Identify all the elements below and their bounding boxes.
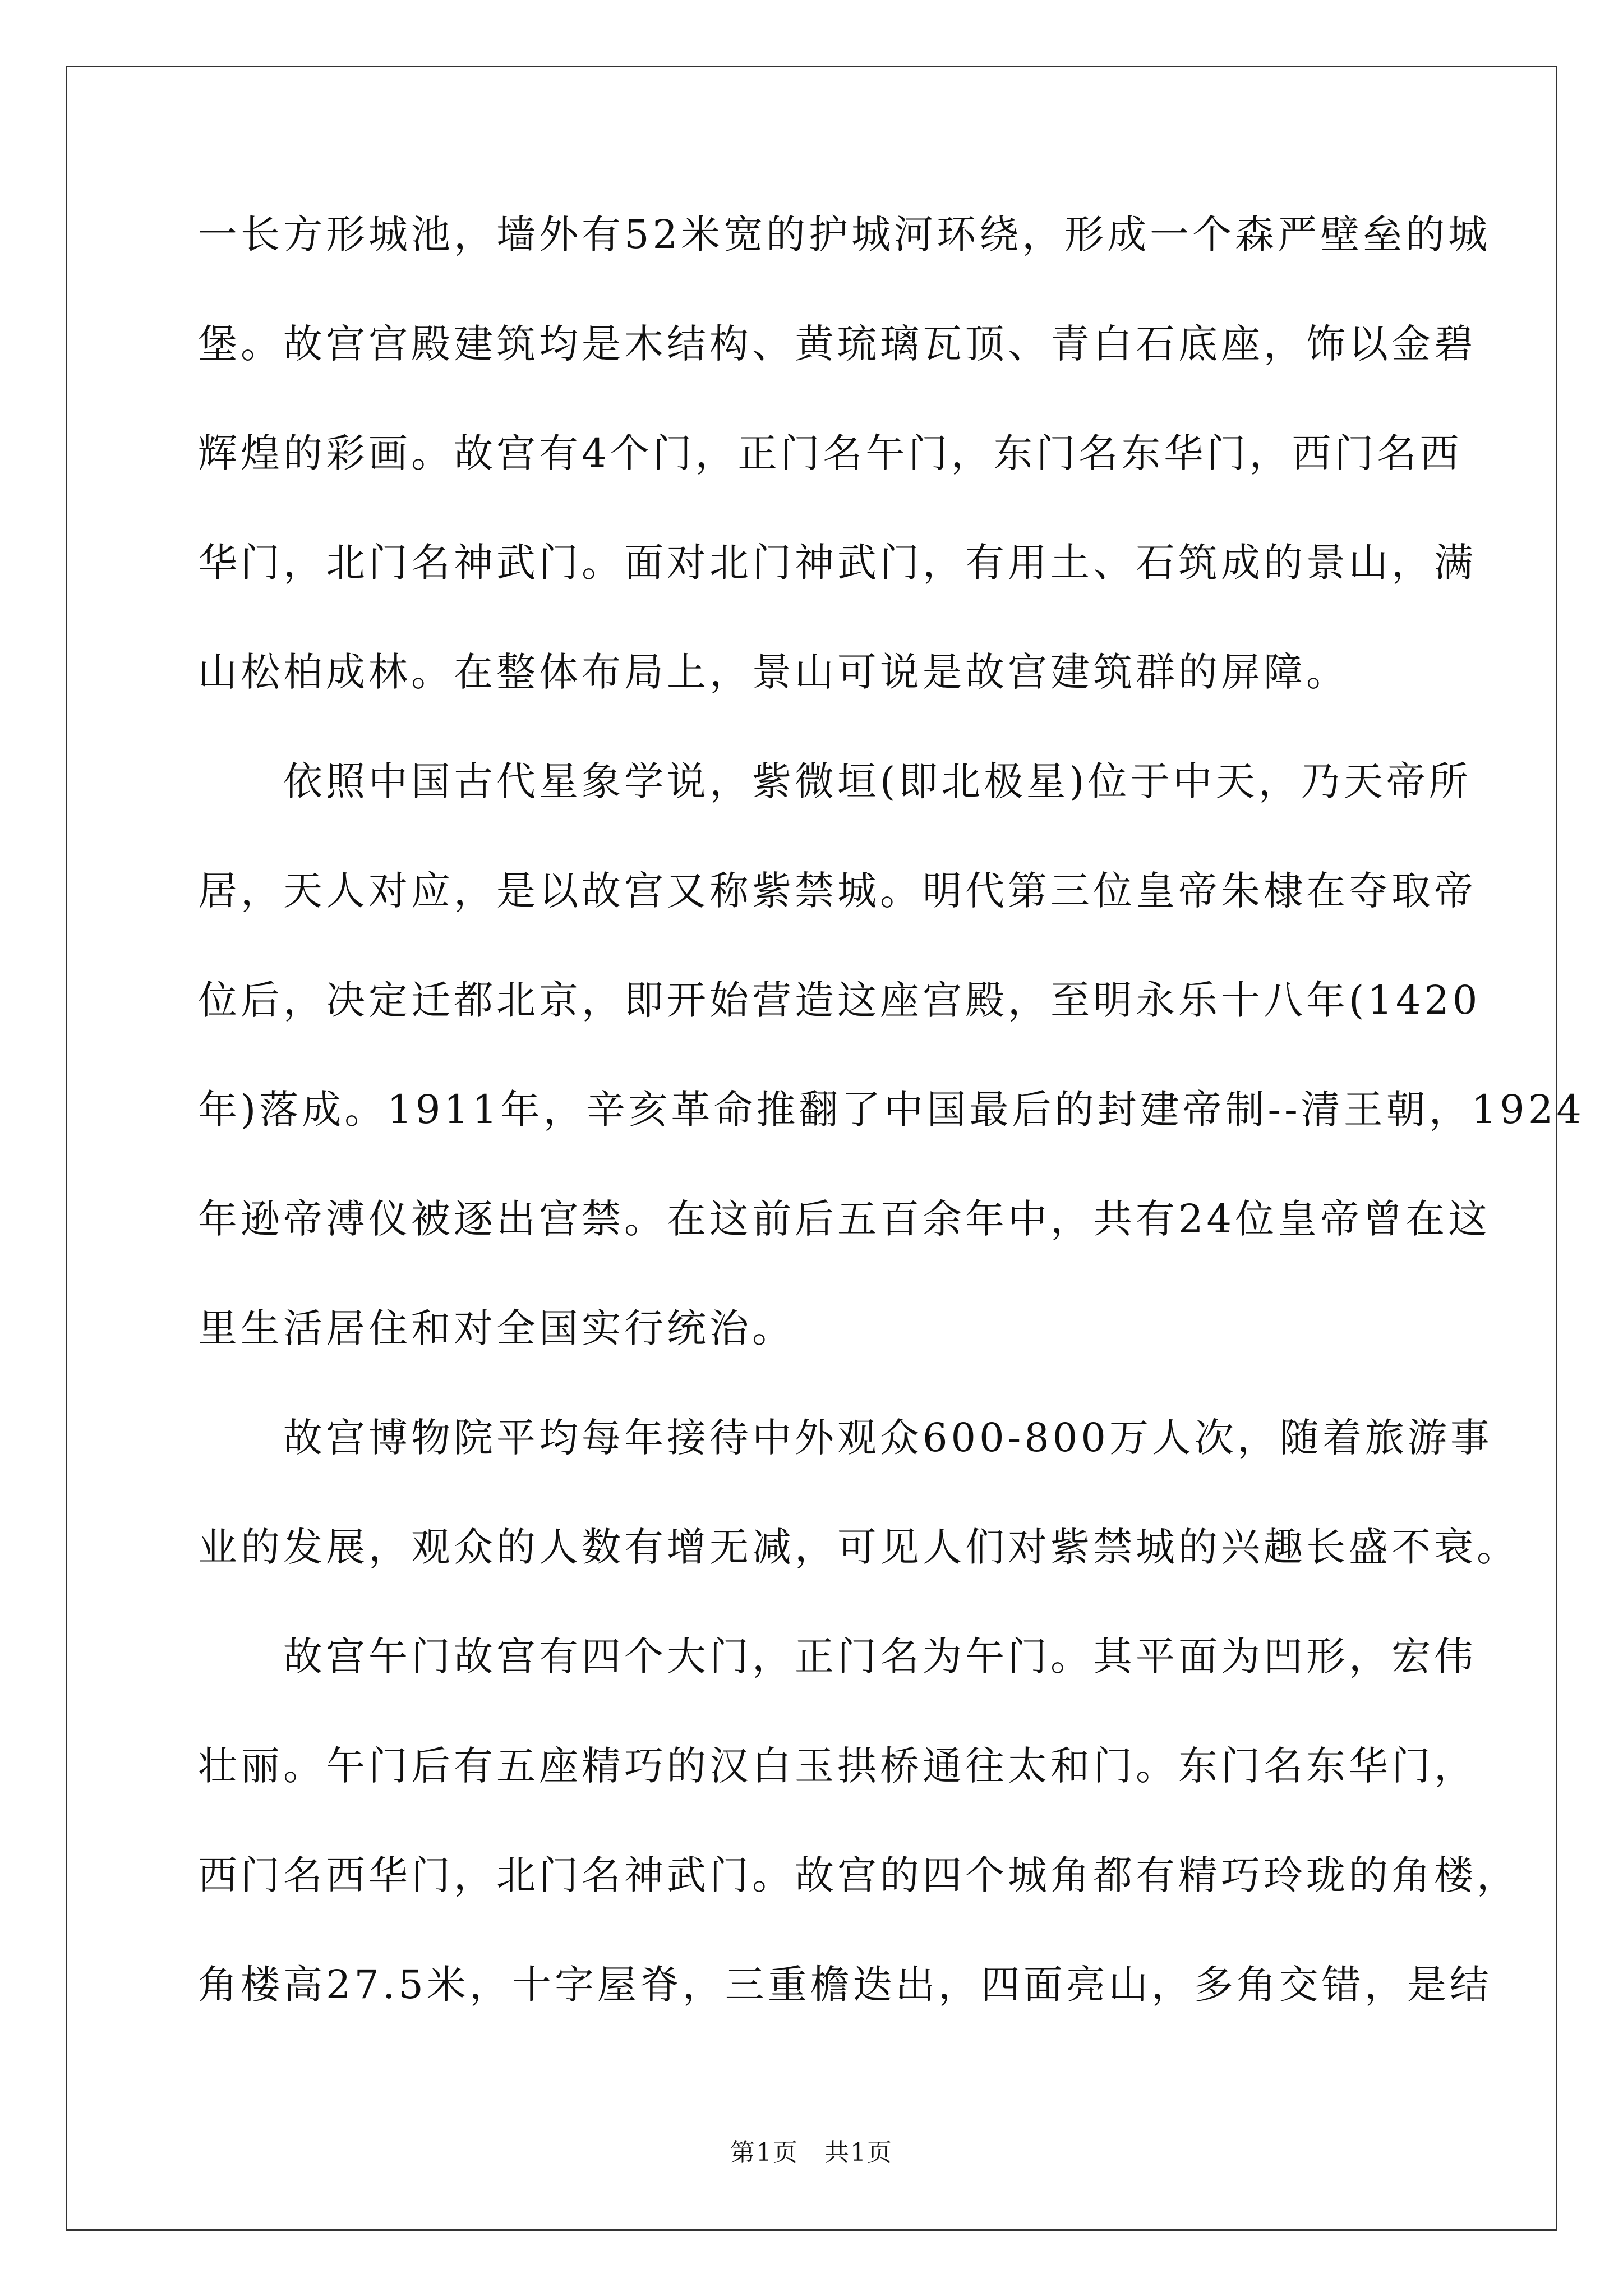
text-line: 故宫午门故宫有四个大门，正门名为午门。其平面为凹形，宏伟	[198, 1634, 1477, 1680]
text-line: 山松柏成林。在整体布局上，景山可说是故宫建筑群的屏障。	[198, 649, 1349, 695]
text-line: 年逊帝溥仪被逐出宫禁。在这前后五百余年中，共有24位皇帝曾在这	[198, 1196, 1491, 1242]
text-line: 华门，北门名神武门。面对北门神武门，有用土、石筑成的景山，满	[198, 540, 1477, 586]
paragraph-1	[198, 211, 1491, 762]
text-line: 壮丽。午门后有五座精巧的汉白玉拱桥通往太和门。东门名东华门，	[198, 1743, 1477, 1789]
document-body	[198, 211, 1585, 2074]
paragraph-2	[198, 758, 1585, 1418]
page-footer	[0, 2139, 1623, 2167]
text-line: 位后，决定迁都北京，即开始营造这座宫殿，至明永乐十八年(1420	[198, 977, 1481, 1023]
text-line: 故宫博物院平均每年接待中外观众600-800万人次，随着旅游事	[198, 1415, 1493, 1461]
text-line: 西门名西华门，北门名神武门。故宫的四个城角都有精巧玲珑的角楼，	[198, 1852, 1519, 1898]
paragraph-4	[198, 1634, 1519, 2074]
text-line: 业的发展，观众的人数有增无减，可见人们对紫禁城的兴趣长盛不衰。	[198, 1524, 1519, 1570]
text-line: 依照中国古代星象学说，紫微垣(即北极星)位于中天，乃天帝所	[198, 758, 1472, 804]
text-line: 堡。故宫宫殿建筑均是木结构、黄琉璃瓦顶、青白石底座，饰以金碧	[198, 321, 1477, 367]
text-line: 年)落成。1911年，辛亥革命推翻了中国最后的封建帝制--清王朝，1924	[198, 1087, 1585, 1133]
text-line: 居，天人对应，是以故宫又称紫禁城。明代第三位皇帝朱棣在夺取帝	[198, 868, 1477, 914]
page-number-label: 第1页 共1页	[730, 2138, 893, 2167]
text-line: 辉煌的彩画。故宫有4个门，正门名午门，东门名东华门，西门名西	[198, 430, 1463, 476]
text-line: 一长方形城池，墙外有52米宽的护城河环绕，形成一个森严壁垒的城	[198, 211, 1491, 257]
text-line: 角楼高27.5米，十字屋脊，三重檐迭出，四面亮山，多角交错，是结	[198, 1962, 1492, 2008]
paragraph-3	[198, 1415, 1519, 1637]
text-line: 里生活居住和对全国实行统治。	[198, 1305, 795, 1351]
